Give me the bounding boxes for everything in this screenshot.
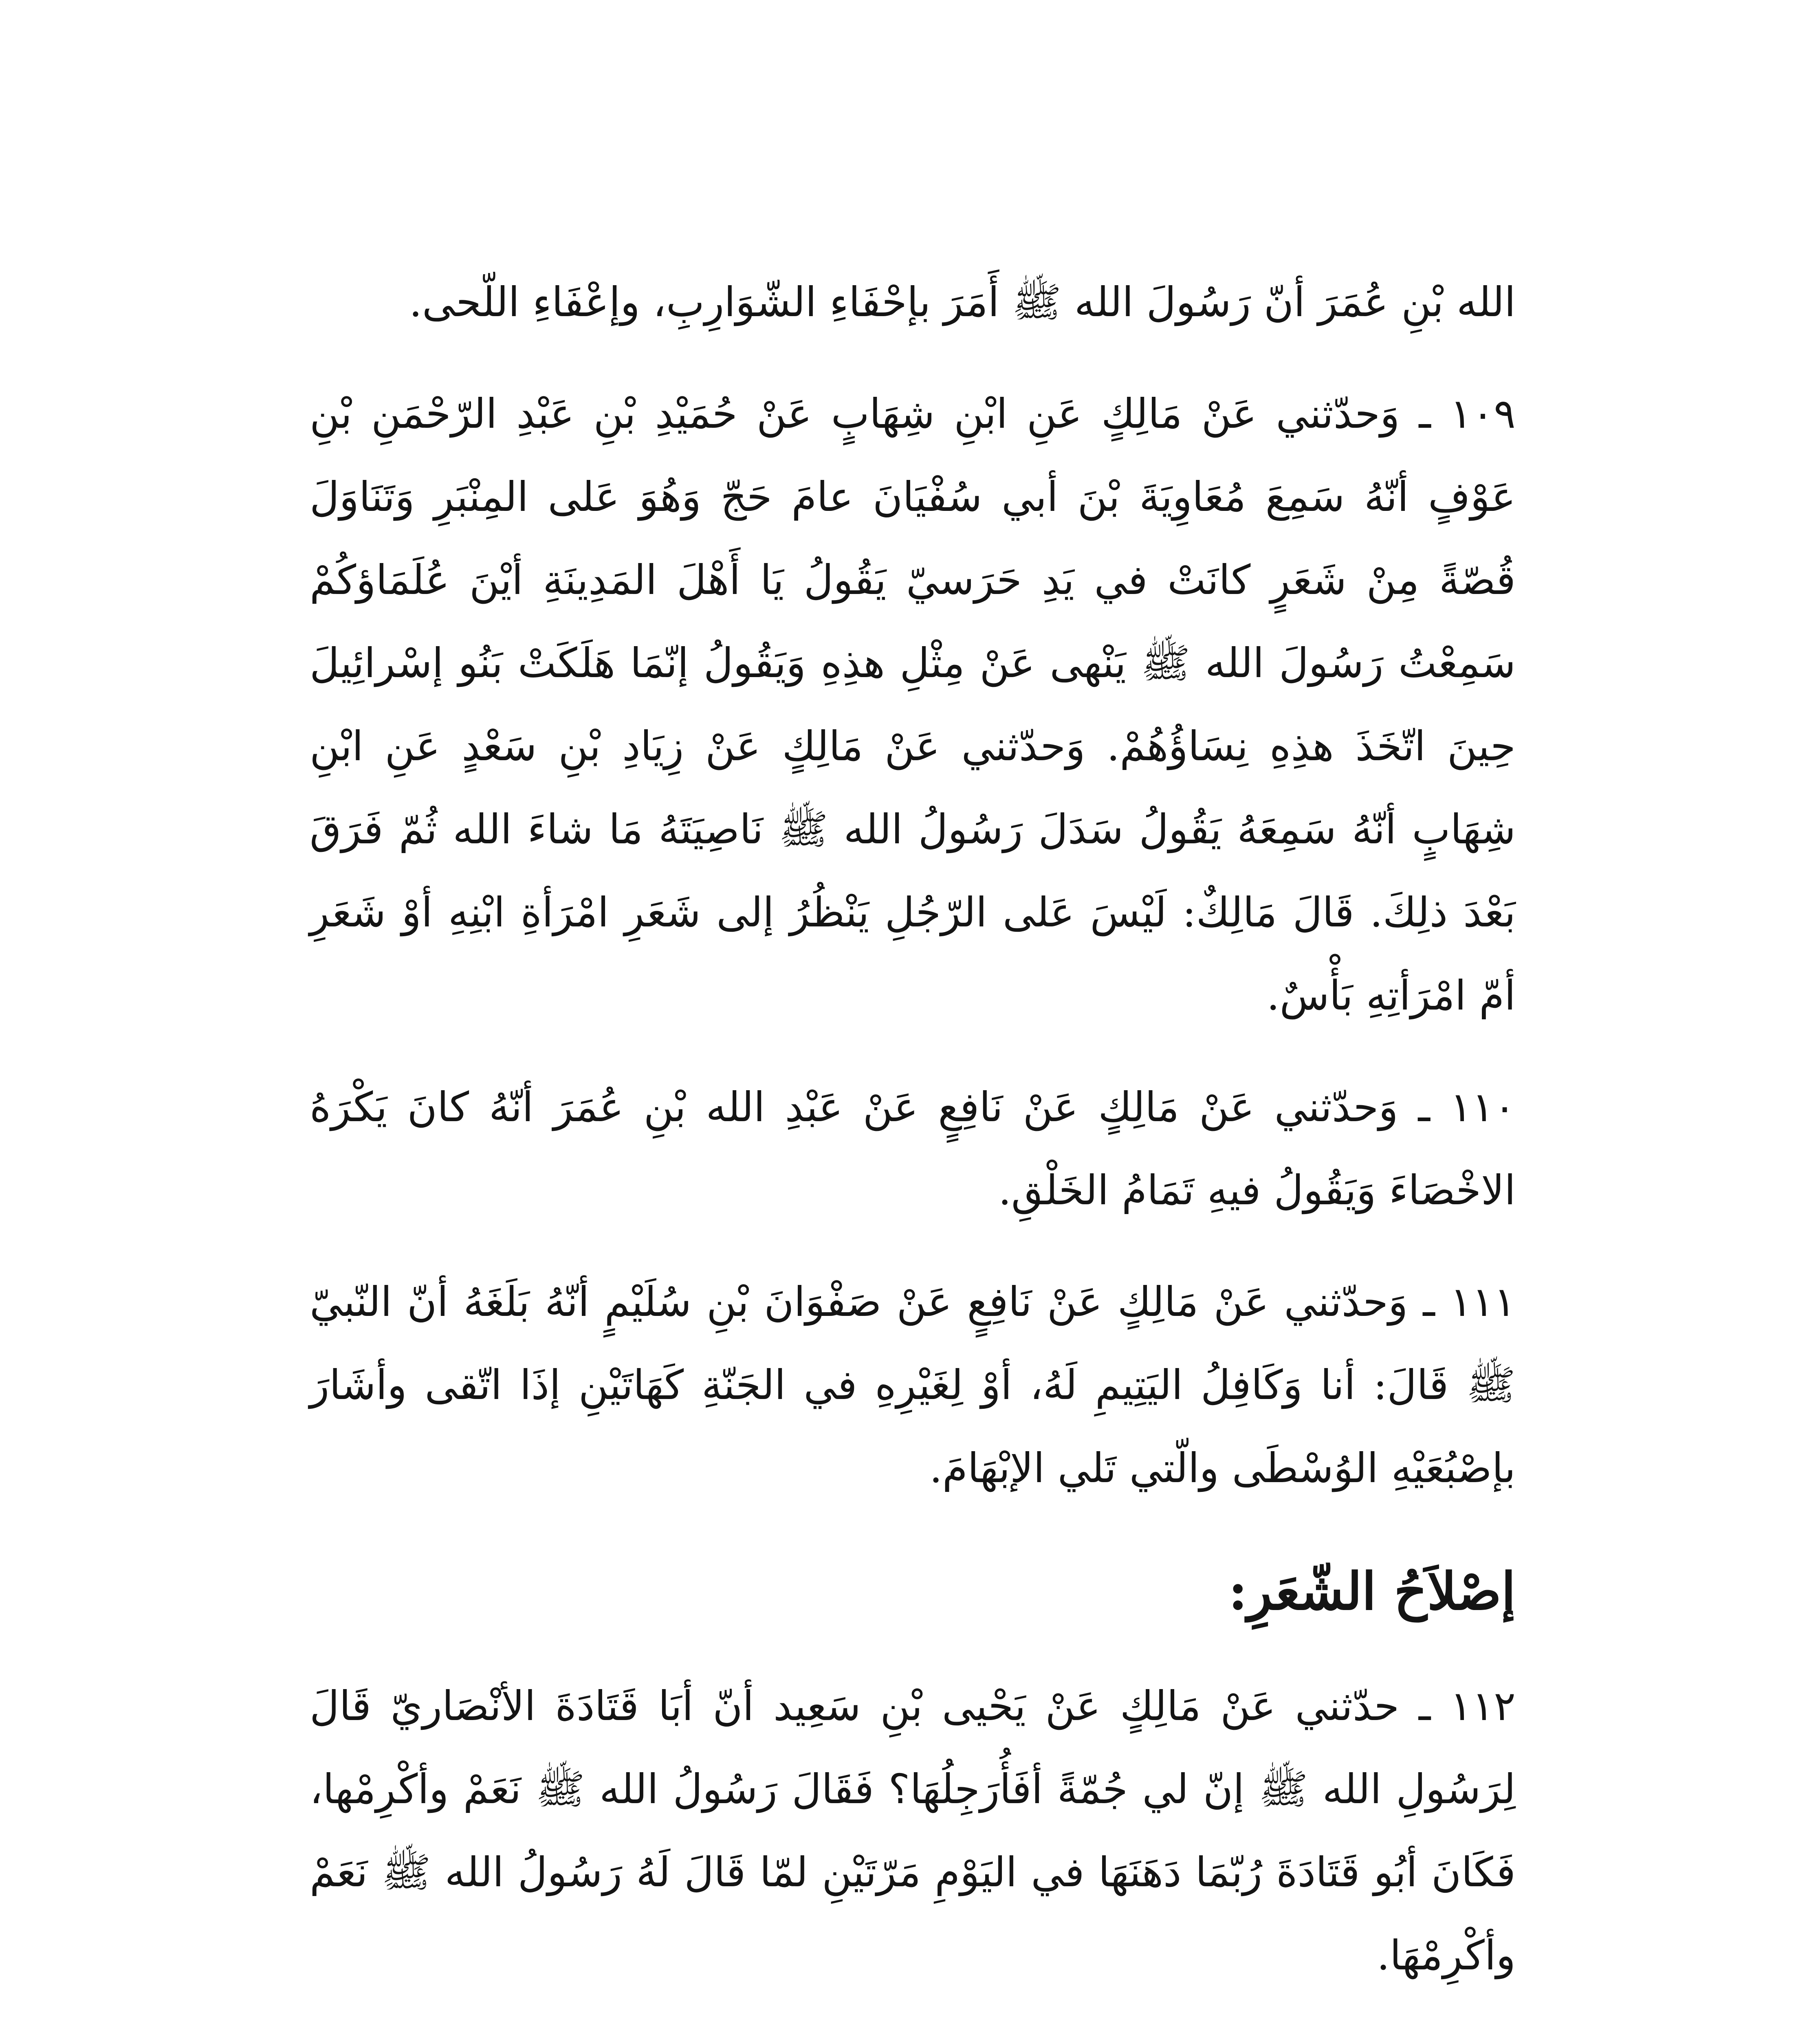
section-heading: إصْلاَحُ الشّعَرِ: (1228, 1561, 1516, 1621)
hadith-109: ١٠٩ ـ وَحدّثني عَنْ مَالِكٍ عَنِ ابْنِ شِهَابٍ عَنْ حُمَيْدِ بْنِ عَبْدِ الرّحْمَنِ بْنِ عَوْفٍ أنّهُ سَمِعَ مُعَاوِيَةَ بْنَ أبي سُفْيَانَ عامَ حَجّ وَهُوَ عَلى المِنْبَرِ وَتَنَاوَلَ قُصّةً مِنْ شَعَرٍ كانَتْ في يَدِ حَرَسيّ يَقُولُ يَا أَهْلَ المَدِينَةِ أيْنَ عُلَمَاؤكُمْ سَمِعْتُ رَسُولَ الله ﷺ يَنْهى عَنْ مِثْلِ هذِهِ وَيَقُولُ إنّمَا هَلَكَتْ بَنُو إسْرائِيلَ حِينَ اتّخَذَ هذِهِ نِسَاؤُهُمْ. وَحدّثني عَنْ مَالِكٍ عَنْ زِيَادِ بْنِ سَعْدٍ عَنِ ابْنِ شِهَابٍ أنّهُ سَمِعَهُ يَقُولُ سَدَلَ رَسُولُ الله ﷺ نَاصِيَتَهُ مَا شاءَ الله ثُمّ فَرَقَ بَعْدَ ذلِكَ. قَالَ مَالِكٌ: لَيْسَ عَلى الرّجُلِ يَنْظُرُ إلى شَعَرِ امْرَأةِ ابْنِهِ أوْ شَعَرِ أمّ امْرَأتِهِ بَأْسٌ. (310, 390, 1516, 1019)
hadith-112: ١١٢ ـ حدّثني عَنْ مَالِكٍ عَنْ يَحْيى بْنِ سَعِيد أنّ أبَا قَتَادَةَ الأنْصَاريّ قَالَ لِرَسُولِ الله ﷺ إنّ لي جُمّةً أفَأُرَجِلُهَا؟ فَقَالَ رَسُولُ الله ﷺ نَعَمْ وأكْرِمْها، فَكَانَ أبُو قَتَادَةَ رُبّمَا دَهَنَهَا في اليَوْمِ مَرّتَيْنِ لمّا قَالَ لَهُ رَسُولُ الله ﷺ نَعَمْ وأكْرِمْهَا. (310, 1682, 1516, 1979)
hadith-111: ١١١ ـ وَحدّثني عَنْ مَالِكٍ عَنْ نَافِعٍ عَنْ صَفْوَانَ بْنِ سُلَيْمٍ أنّهُ بَلَغَهُ أنّ النّبيّ ﷺ قَالَ: أنا وَكَافِلُ اليَتِيمِ لَهُ، أوْ لِغَيْرِهِ في الجَنّةِ كَهَاتَيْنِ إذَا اتّقى وأشَارَ بإصْبُعَيْهِ الوُسْطَى والّتي تَلي الإبْهَامَ. (310, 1278, 1516, 1492)
paragraph-continuation: الله بْنِ عُمَرَ أنّ رَسُولَ الله ﷺ أَمَرَ بإحْفَاءِ الشّوَارِبِ، وإعْفَاءِ اللّحى. (409, 278, 1516, 326)
page-body (310, 261, 1516, 2037)
hadith-113 (310, 2026, 1516, 2037)
hadith-110: ١١٠ ـ وَحدّثني عَنْ مَالِكٍ عَنْ نَافِعٍ عَنْ عَبْدِ الله بْنِ عُمَرَ أنّهُ كانَ يَكْرَهُ الاخْصَاءَ وَيَقُولُ فيهِ تَمَامُ الخَلْقِ. (310, 1083, 1516, 1214)
